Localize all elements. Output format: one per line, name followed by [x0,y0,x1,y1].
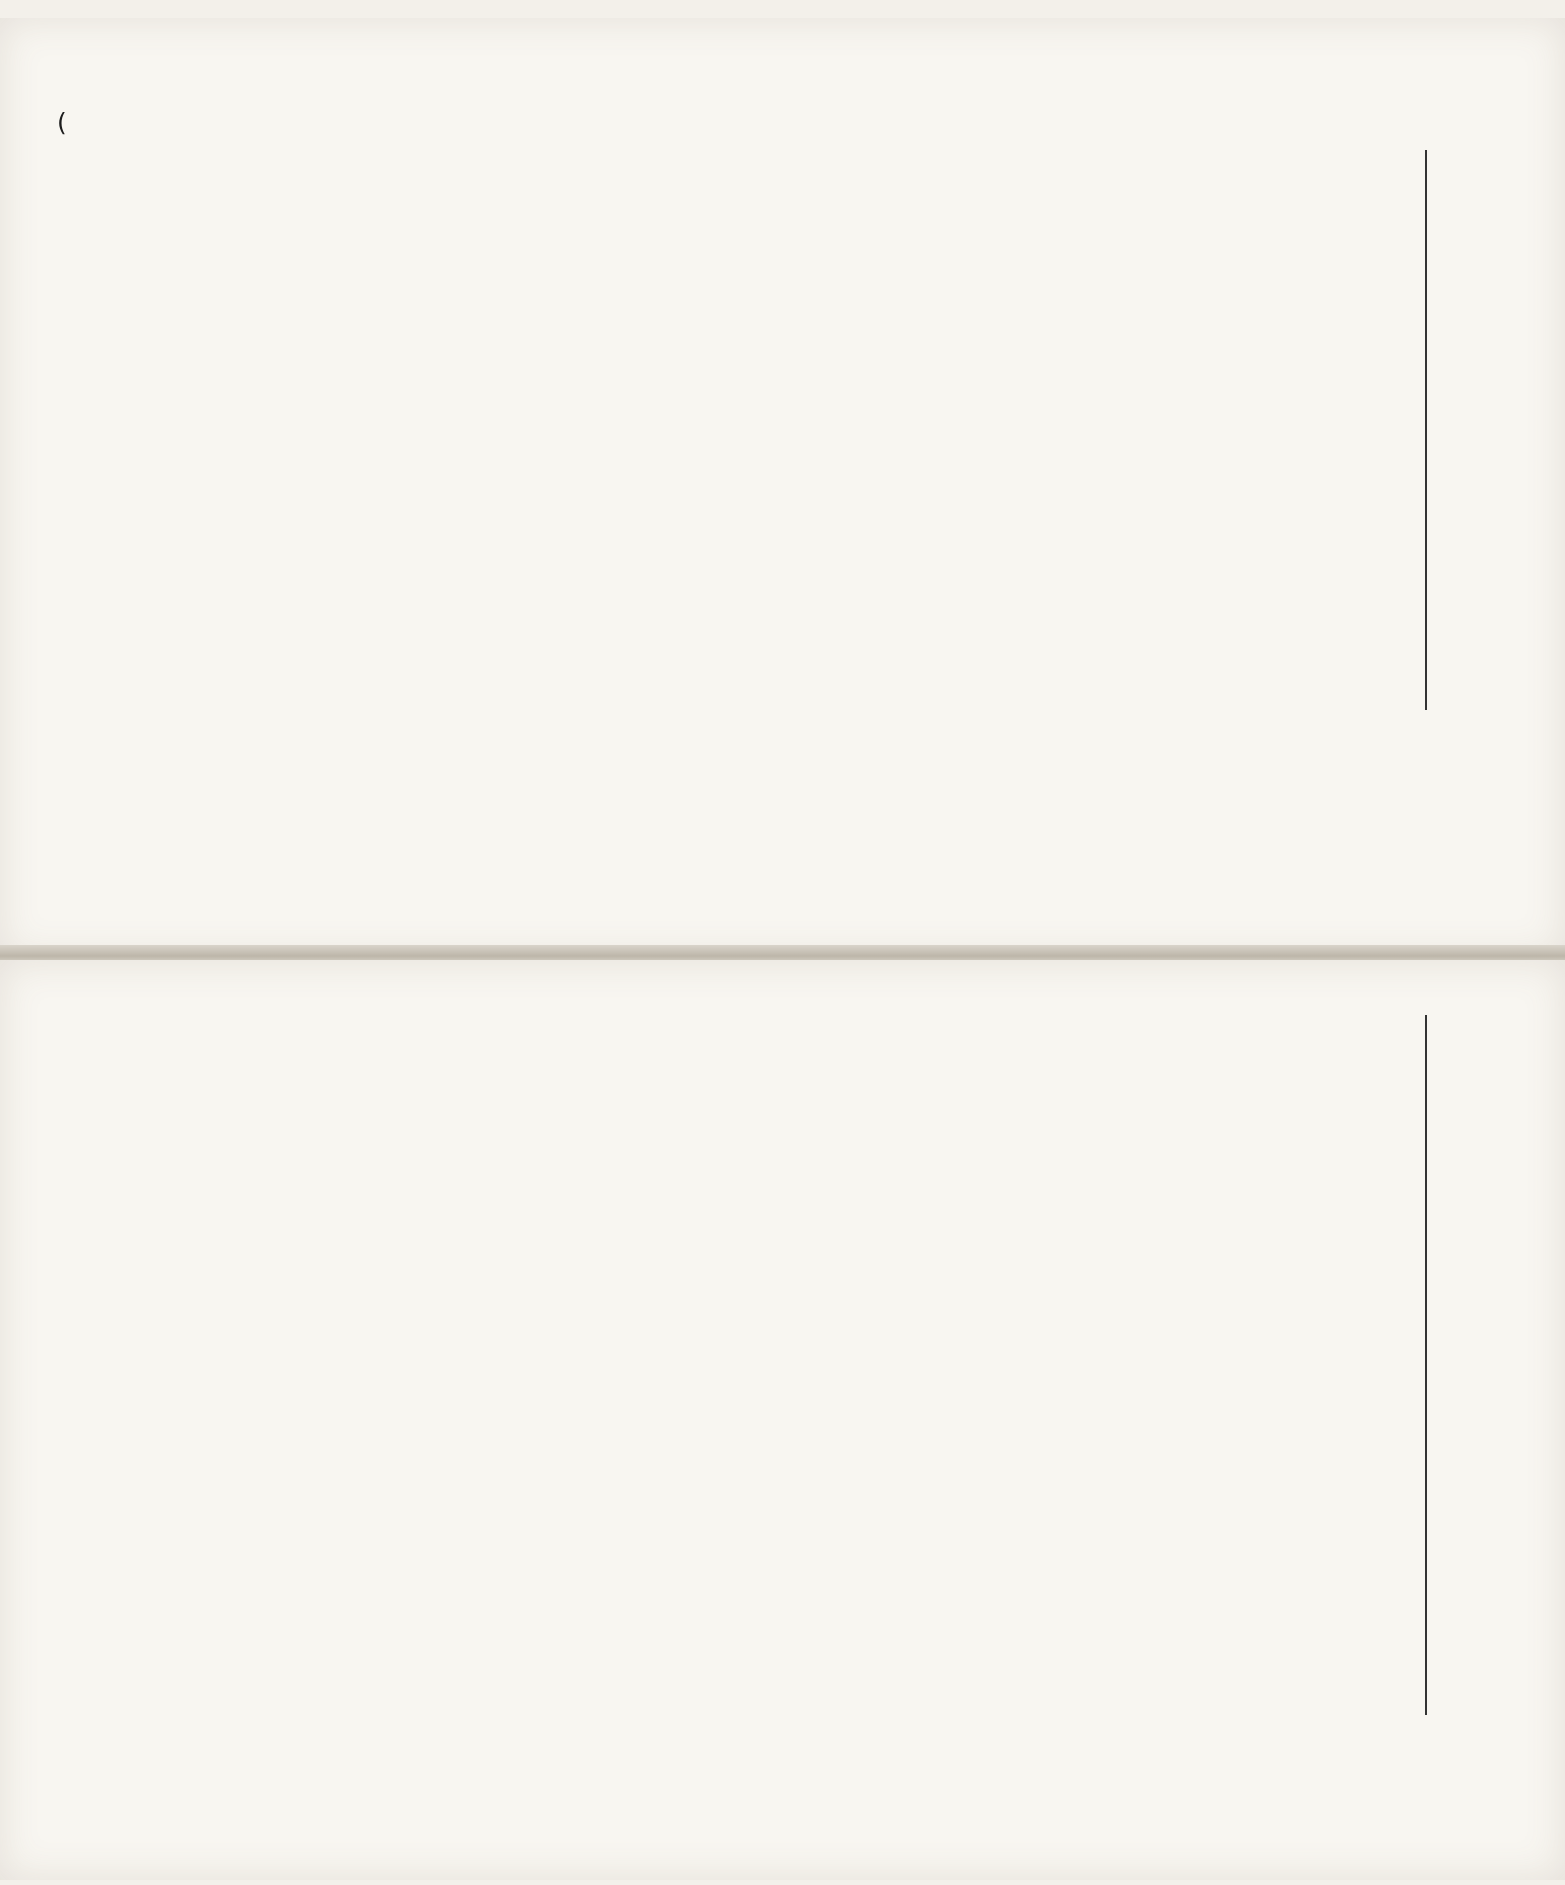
right-rule-top [1425,150,1427,710]
right-rule-bottom [1425,1015,1427,1715]
top-page [0,18,1565,958]
page-title: ( [57,108,67,137]
bottom-page [0,960,1565,1880]
